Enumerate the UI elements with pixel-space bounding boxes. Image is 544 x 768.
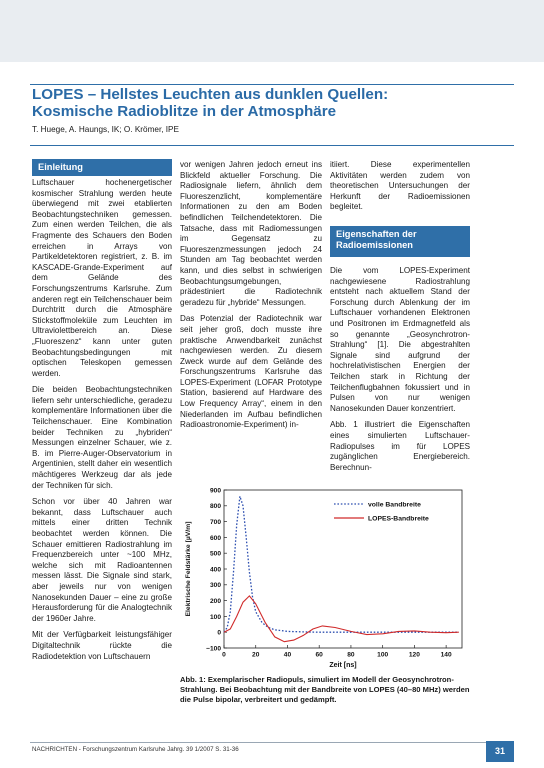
column-3-bottom [330,266,470,479]
figure-caption: Abb. 1: Exemplarischer Radiopuls, simuliert im Modell der Geosynchrotron-Strahlung. Bei Beobachtung mit der Bandbreite von LOPES (40–80 MHz) werden die Pulse bipolar, verbreitert und gedämpft. [180,675,470,704]
heading-line-2: Radioemissionen [336,240,413,250]
y-tick-label: 400 [209,566,221,574]
footer-rule [30,742,514,743]
radio-pulse-chart [178,478,470,674]
page-number: 31 [486,741,514,762]
y-tick-label: 100 [209,613,221,621]
figure-1 [178,478,470,674]
paragraph: Mit der Verfügbarkeit leistungsfähiger Digitaltechnik rückte die Radiodetektion von Luftschauern [32,630,172,661]
article-title [32,86,512,120]
x-tick-label: 100 [377,651,389,659]
y-axis-label: Elektrische Feldstärke [µV/m] [185,521,192,617]
footer-citation: NACHRICHTEN - Forschungszentrum Karlsruhe Jahrg. 39 1/2007 S. 31-36 [32,746,239,753]
title-line-2: Kosmische Radioblitze in der Atmosphäre [32,103,337,120]
section-heading-eigenschaften [330,226,470,257]
paragraph: vor wenigen Jahren jedoch erneut ins Blickfeld aktueller Forschung. Die Radiosignale liefern, ähnlich dem Fluoreszenzlicht, komplementäre Informationen zu den am Boden befindlichen Teilchendetektoren. Die Tatsache, dass mit Radiomessungen im Gegensatz zu Fluoreszenzmessungen jedoch 24 Stunden am Tag beobachtet werden kann, und dies selbst in schwierigen Beobachtungsumgebungen, prädestiniert die Radiotechnik geradezu für „hybride“ Messungen. [180,160,322,307]
paragraph: Die vom LOPES-Experiment nachgewiesene Radiostrahlung entsteht nach aktuellem Stand der Forschung durch Ablenkung der im Luftschauer vorhandenen Elektronen und Positronen im Erdmagnetfeld als so genannte „Geosynchrotron-Strahlung“ [1]. Die abgestrahlten Signale sind aufgrund der hochrelativistischen Energien der Teilchen stark in Richtung der Teilchenflugbahnen fokussiert und in Pulsen von nur wenigen Nanosekunden Dauer konzentriert. [330,266,470,413]
x-tick-label: 20 [252,651,260,659]
plot-frame [224,490,462,648]
column-3-top [330,160,470,219]
y-tick-label: 900 [209,487,221,495]
y-tick-label: 300 [209,582,221,590]
x-tick-label: 140 [440,651,452,659]
x-tick-label: 60 [315,651,323,659]
x-tick-label: 0 [222,651,226,659]
title-rule-bottom [30,145,514,146]
y-tick-label: 200 [209,598,221,605]
paragraph: itiiert. Diese experimentellen Aktivitäten werden zudem von theoretischen Untersuchungen der Herkunft der Radioemissionen begleitet. [330,160,470,212]
legend-label: LOPES-Bandbreite [368,515,429,523]
y-tick-label: −100 [206,645,221,653]
title-line-1: LOPES – Hellstes Leuchten aus dunklen Quellen: [32,86,389,103]
header-band [0,0,544,62]
authors: T. Huege, A. Haungs, IK; O. Krömer, IPE [32,125,179,134]
y-tick-label: 500 [209,550,221,558]
x-axis-label: Zeit [ns] [329,662,357,669]
column-1 [32,178,172,668]
section-heading-einleitung: Einleitung [32,159,172,176]
paragraph: Luftschauer hochenergetischer kosmischer Strahlung werden heute überwiegend mit zwei etablierten Beobachtungstechniken gemessen. Zum einen werden Teilchen, die als Fragmente des Schauers den Boden erreichen in Arrays von Partikeldetektoren registriert, z. B. im KASCADE-Grande-Experiment auf dem Gelände des Forschungszentrums Karlsruhe. Zum anderen regt ein Teilchenschauer beim Durchtritt durch die Atmosphäre Stickstoffmoleküle zum Leuchten im Ultraviolettbereich an. Diese „Fluoreszenz“ kann unter guten Beobachtungsbedingungen mit optischen Teleskopen gemessen werden. [32,178,172,378]
x-tick-label: 120 [408,651,420,659]
y-tick-label: 600 [209,534,221,542]
title-rule-top [30,84,514,85]
x-tick-label: 80 [347,651,355,659]
heading-line-1: Eigenschaften der [336,229,417,239]
legend-label: volle Bandbreite [368,501,421,509]
column-2 [180,160,322,437]
paragraph: Die beiden Beobachtungstechniken liefern sehr unterschiedliche, geradezu komplementäre Informationen über die Teilchenschauer. Eine Kombination beider Techniken zu „hybriden“ Messungen einzelner Schauer, wie z. B. im Pierre-Auger-Observatorium in Argentinien, stellt daher ein wesentlich mächtigeres Werkzeug dar als jede der Techniken für sich. [32,385,172,490]
paragraph: Schon vor über 40 Jahren war bekannt, dass Luftschauer auch mittels einer dritten Technik beobachtet werden können. Die Schauer emittieren Radiostrahlung im Frequenzbereich unter ~100 MHz, welche sich mit Radioantennen messen lässt. Die Signale sind stark, aber jeweils nur von wenigen Nanosekunden Dauer – eine zu große Herausforderung für die Analogtechnik der 1960er Jahre. [32,497,172,623]
y-tick-label: 800 [209,503,221,511]
paragraph: Das Potenzial der Radiotechnik war seit jeher groß, doch musste ihre praktische Anwendbarkeit zunächst nachgewiesen werden. Zu diesem Zweck wurde auf dem Gelände des Forschungszentrums Karlsruhe das LOPES-Experiment (LOFAR Prototype Station, basierend auf Hardware des Low Frequency Array“, einem in den Niederlanden im Aufbau befindlichen Radioastronomie-Experiment) in- [180,314,322,430]
paragraph: Abb. 1 illustriert die Eigenschaften eines simulierten Luftschauer-Radiopulses im für LOPES zugänglichen Energiebereich. Berechnun- [330,420,470,472]
x-tick-label: 40 [283,651,292,659]
y-tick-label: 0 [217,629,221,637]
y-tick-label: 700 [209,519,221,526]
